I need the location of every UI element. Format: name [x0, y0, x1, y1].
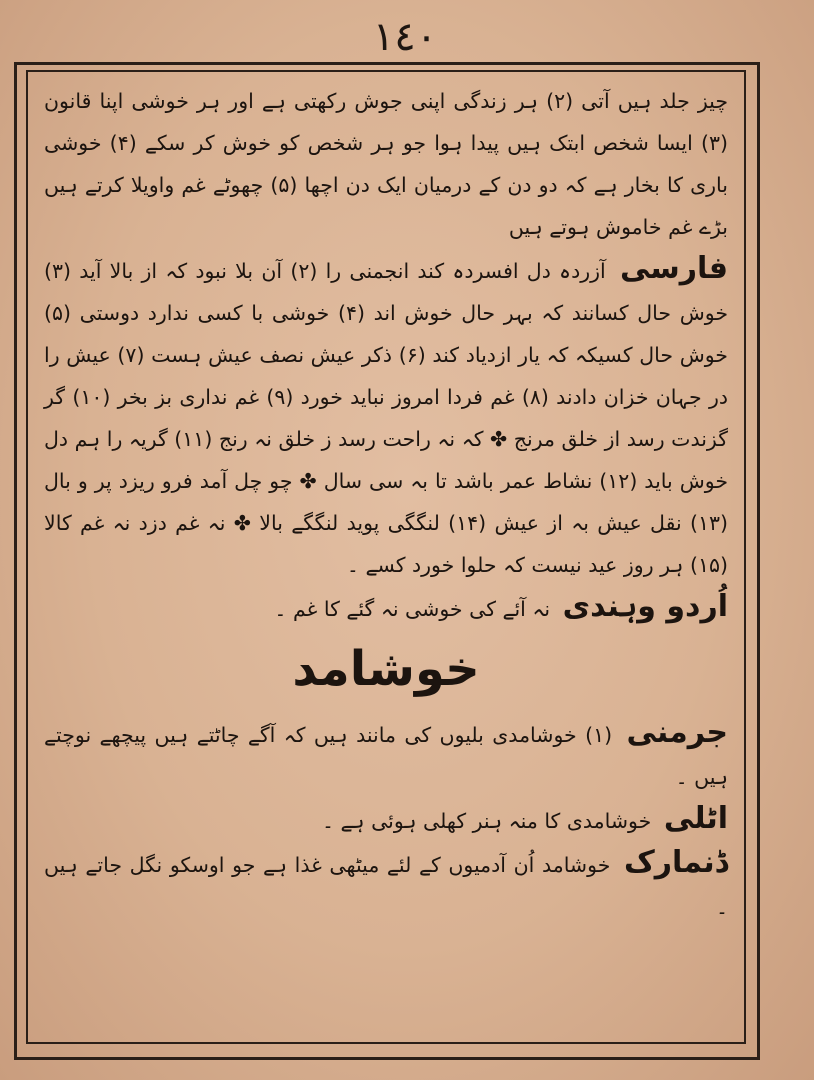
persian-text: آزردہ دل افسردہ کند انجمنی را (۲) آن بلا نبود کہ از بالا آید (۳) خوش حال کسانند کہ بہر حال خوش اند (۴) خوشی با کسی ندارد دوستی (۵) خوش حال کسیکہ کہ یار ازدیاد کند (۶) ذکر عیش نصف عیش ہست (۷) عیش را در جہان خزان دادند (۸) غم فردا امروز نباید خورد (۹) غم نداری بز بخر (۱۰) گر گزندت رسد از خلق مرنج ✤ کہ نہ راحت رسد ز خلق نہ رنج (۱۱) گریہ را ہم دل خوش باید (۱۲) نشاط عمر باشد تا بہ سی سال ✤ چو چل آمد فرو ریزد پر و بال (۱۳) نقل عیش بہ از عیش (۱۴) لنگگی پوید لنگگے بالا ✤ نہ غم دزد نہ غم کالا (۱۵) ہر روز عید نیست کہ حلوا خورد کسے ۔ [44, 259, 729, 577]
italian-text: خوشامدی کا منہ ہنر کھلی ہوئی ہے ۔ [322, 809, 652, 833]
danish-text: خوشامد اُن آدمیوں کے لئے میٹھی غذا ہے جو اوسکو نگل جاتے ہیں ۔ [44, 853, 728, 919]
page-content [44, 80, 728, 1030]
german-paragraph [44, 712, 728, 798]
persian-label: فارسی [619, 251, 728, 286]
intro-paragraph: چیز جلد ہیں آتی (۲) ہر زندگی اپنی جوش رکھتی ہے اور ہر خوشی اپنا قانون (۳) ایسا شخص ابتک ہیں پیدا ہوا جو ہر شخص کو خوش کر سکے (۴) خوشی باری کا بخار ہے کہ دو دن کے درمیان ایک دن اچھا (۵) چھوٹے غم واویلا کرتے ہیں بڑے غم خاموش ہوتے ہیں [44, 89, 728, 239]
danish-label: ڈنمارک [624, 845, 728, 880]
persian-paragraph [44, 248, 728, 586]
italian-label: اٹلی [663, 801, 728, 836]
italian-paragraph [44, 798, 728, 842]
urdu-label: اُردو وہندی [562, 589, 728, 624]
urdu-text: نہ آئے کی خوشی نہ گئے کا غم ۔ [274, 597, 551, 621]
urdu-paragraph [44, 586, 728, 630]
page-number: ١٤٠ [372, 14, 438, 60]
section-heading: خوشامد [292, 641, 480, 697]
german-label: جرمنی [626, 715, 728, 750]
danish-paragraph [44, 842, 728, 928]
german-text: (۱) خوشامدی بلیوں کی مانند ہیں کہ آگے چاٹتے ہیں پیچھے نوچتے ہیں ۔ [44, 723, 728, 789]
